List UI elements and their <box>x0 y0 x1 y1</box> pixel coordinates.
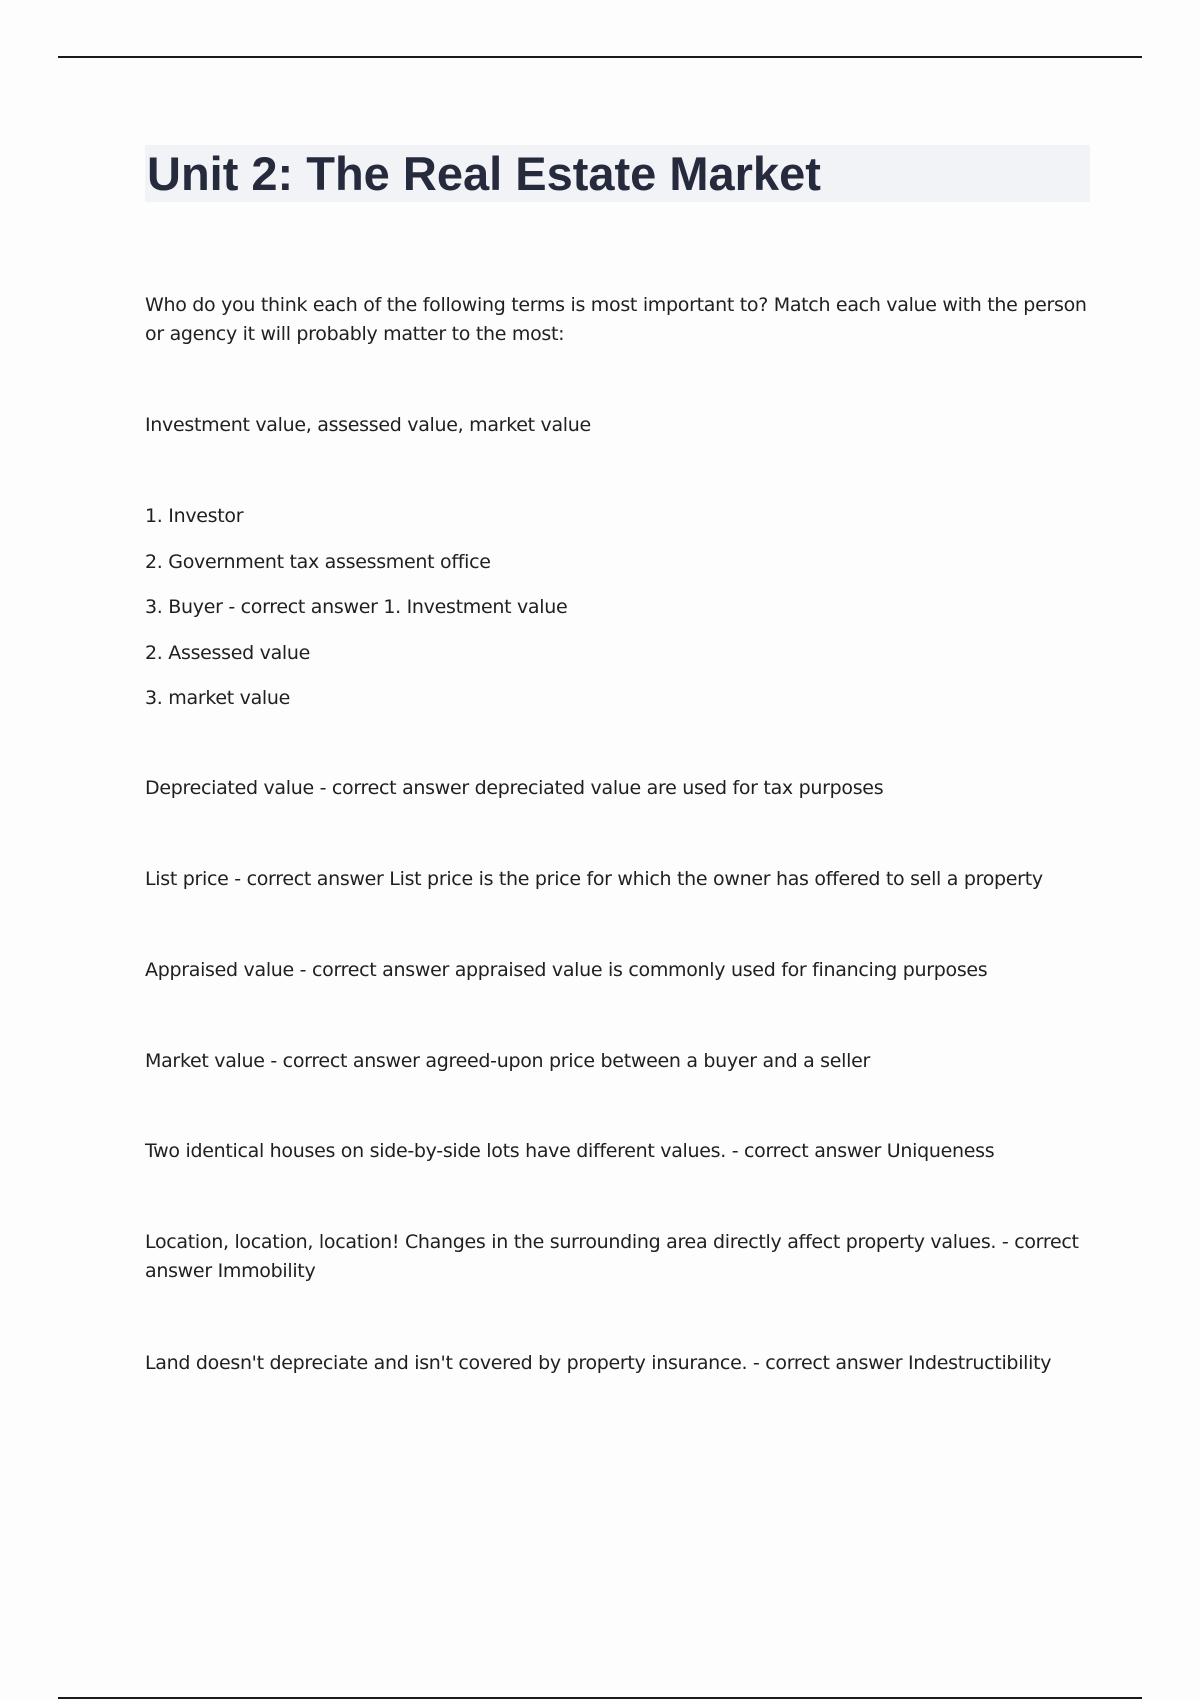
title-banner <box>145 145 1090 202</box>
qa-item-uniqueness: Two identical houses on side-by-side lots have different values. - correct answer Uniqueness <box>145 1140 995 1162</box>
qa-item-depreciated-value: Depreciated value - correct answer depreciated value are used for tax purposes <box>145 777 884 799</box>
list-item: 3. Buyer - correct answer 1. Investment value <box>145 596 568 618</box>
qa-item-list-price: List price - correct answer List price is the price for which the owner has offered to sell a property <box>145 868 1043 890</box>
list-item: 1. Investor <box>145 505 244 527</box>
qa-item-appraised-value: Appraised value - correct answer appraised value is commonly used for financing purposes <box>145 959 988 981</box>
qa-item-market-value: Market value - correct answer agreed-upon price between a buyer and a seller <box>145 1050 871 1072</box>
bottom-rule <box>58 1697 1142 1699</box>
list-item: 2. Assessed value <box>145 642 311 664</box>
qa-item-immobility: Location, location, location! Changes in the surrounding area directly affect property values. - correct answer Immobility <box>145 1231 1079 1282</box>
page-title: Unit 2: The Real Estate Market <box>147 147 821 200</box>
qa-item-indestructibility: Land doesn't depreciate and isn't covered by property insurance. - correct answer Indestructibility <box>145 1352 1052 1374</box>
values-line: Investment value, assessed value, market value <box>145 414 591 436</box>
list-item: 3. market value <box>145 687 291 709</box>
list-item: 2. Government tax assessment office <box>145 551 491 573</box>
intro-paragraph: Who do you think each of the following terms is most important to? Match each value with the person or agency it will probably matter to the most: <box>145 294 1087 345</box>
top-rule <box>58 56 1142 58</box>
